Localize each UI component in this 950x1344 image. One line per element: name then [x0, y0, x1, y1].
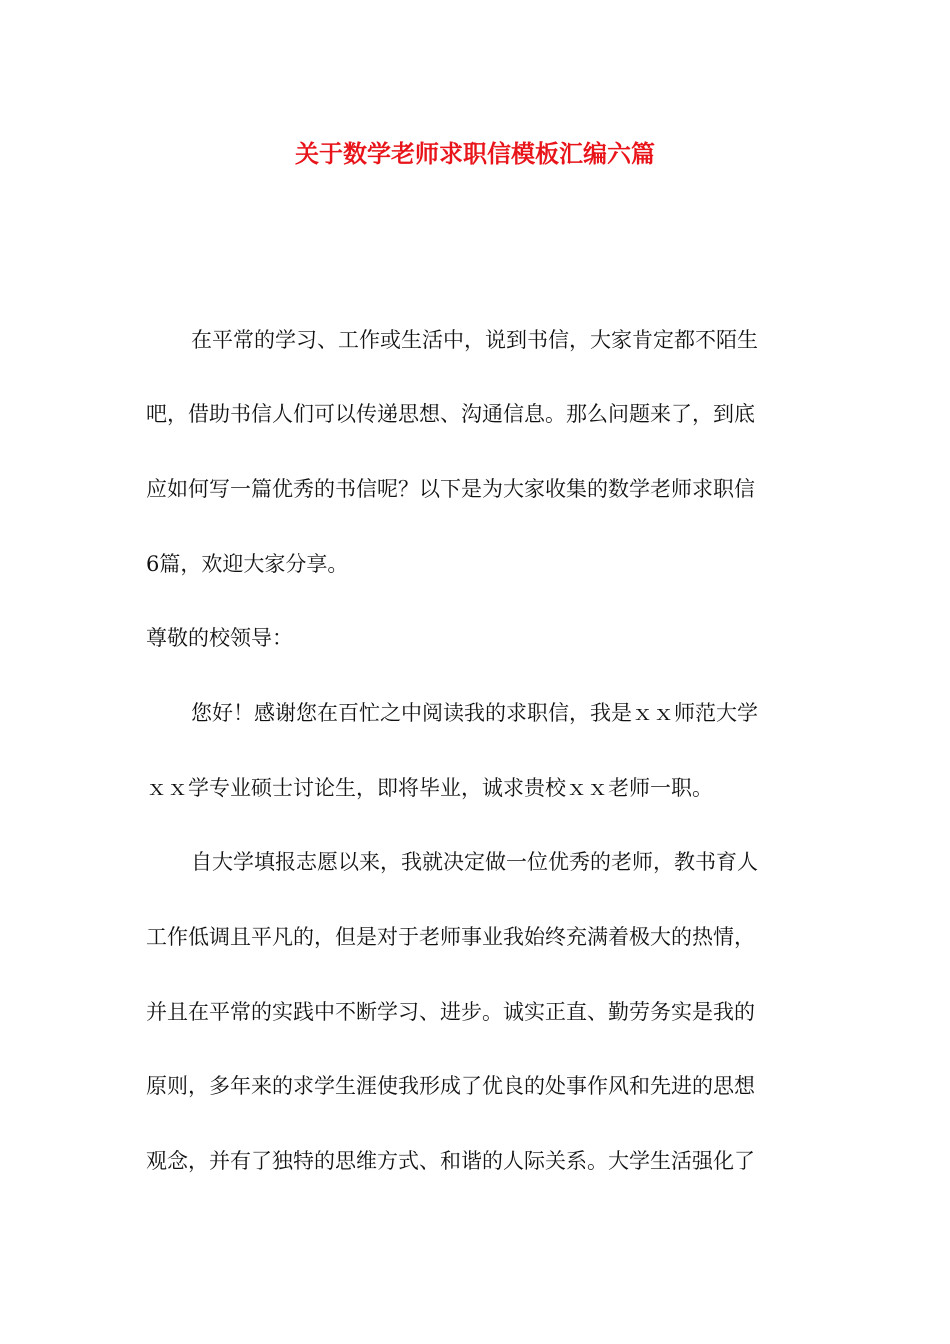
document-title: 关于数学老师求职信模板汇编六篇 — [295, 139, 655, 168]
paragraph-line: 观念，并有了独特的思维方式、和谐的人际关系。大学生活强化了 — [146, 1149, 755, 1173]
paragraph-line: 在平常的学习、工作或生活中，说到书信，大家肯定都不陌生 — [191, 328, 758, 352]
paragraph-line: ｘｘ学专业硕士讨论生，即将毕业，诚求贵校ｘｘ老师一职。 — [146, 776, 713, 800]
salutation-line: 尊敬的校领导： — [146, 626, 293, 650]
paragraph-line: 您好！感谢您在百忙之中阅读我的求职信，我是ｘｘ师范大学 — [191, 701, 758, 725]
paragraph-line: 工作低调且平凡的，但是对于老师事业我始终充满着极大的热情， — [146, 925, 755, 949]
paragraph-line: 6篇，欢迎大家分享。 — [146, 552, 349, 576]
paragraph-line: 自大学填报志愿以来，我就决定做一位优秀的老师，教书育人 — [191, 850, 758, 874]
paragraph-line: 并且在平常的实践中不断学习、进步。诚实正直、勤劳务实是我的 — [146, 1000, 755, 1024]
paragraph-line: 应如何写一篇优秀的书信呢？以下是为大家收集的数学老师求职信 — [146, 477, 755, 501]
paragraph-line: 原则，多年来的求学生涯使我形成了优良的处事作风和先进的思想 — [146, 1074, 755, 1098]
paragraph-line: 吧，借助书信人们可以传递思想、沟通信息。那么问题来了，到底 — [146, 402, 755, 426]
